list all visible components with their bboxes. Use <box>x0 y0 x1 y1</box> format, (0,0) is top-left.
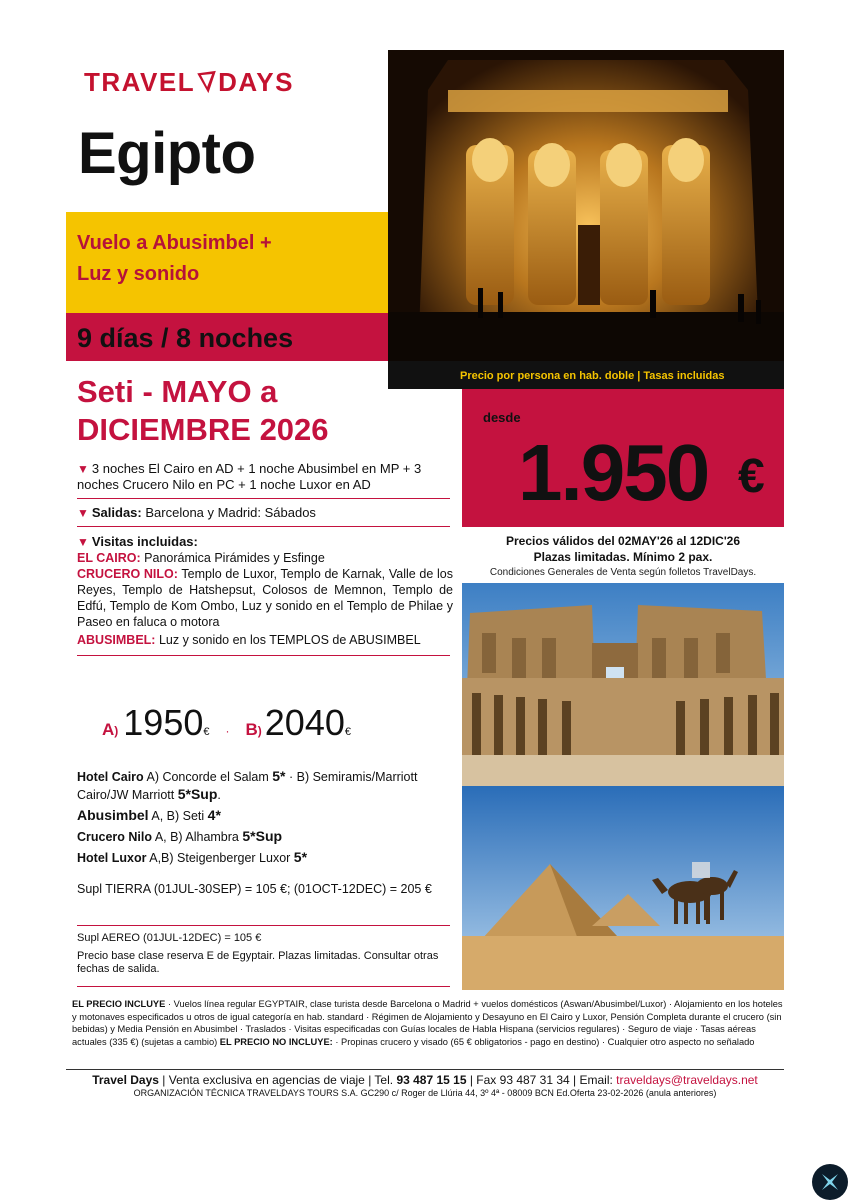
hotel-abusimbel <box>77 807 452 825</box>
fine-print <box>72 998 785 1048</box>
subtitle-line-1: Seti - MAYO a <box>77 374 278 409</box>
abu-simbel-photo <box>388 50 784 361</box>
includes-text: · Vuelos línea regular EGYPTAIR, clase turista desde Barcelona o Madrid + vuelos domésticos (Aswan/Abusimbel/Luxor) · Alojamiento en los hoteles y motonaves especificados u otros de igual categoría en hab. standard · Régimen de Alojamiento y Desayuno en El Cairo y Luxor, Pensión Completa durante el crucero (sin bebidas) y Media Pensión en Abusimbel · Traslados · Visitas especificadas con Guías locales de Habla Hispana (servicios regulares) · Seguro de viaje · Tasas aéreas actuales (335 €) (sujetas a cambio) <box>72 999 783 1047</box>
land-supplement: Supl TIERRA (01JUL-30SEP) = 105 €; (01OCT-12DEC) = 205 € <box>77 882 432 896</box>
price-conditions-strip: Precio por persona en hab. doble | Tasas incluidas <box>388 361 784 389</box>
departures-value: Barcelona y Madrid: Sábados <box>145 505 316 520</box>
divider <box>77 655 450 656</box>
itinerary-nights <box>77 461 452 493</box>
divider <box>77 986 450 987</box>
footer-tagline: | Venta exclusiva en agencias de viaje | Tel. <box>158 1073 397 1087</box>
hotel-name: A, B) Alhambra <box>154 830 239 844</box>
option-b-label: B <box>245 720 258 739</box>
validity-note <box>462 533 784 565</box>
hotel-name: A) Concorde el Salam <box>146 770 269 784</box>
includes-label: EL PRECIO INCLUYE <box>72 999 166 1009</box>
triangle-down-icon: ▼ <box>77 462 89 476</box>
included-visits <box>77 534 453 648</box>
triangle-down-icon: ▼ <box>77 506 89 520</box>
hotel-label: Abusimbel <box>77 807 149 823</box>
triangle-down-icon: ▼ <box>77 535 89 549</box>
option-prices <box>102 702 351 744</box>
divider <box>77 526 450 527</box>
option-a-currency: € <box>203 726 210 738</box>
price-box <box>462 389 784 527</box>
visit-cruise <box>77 566 453 630</box>
plane-swoosh-icon <box>196 62 217 102</box>
option-b-price: 2040 <box>264 702 345 743</box>
hotel-category: 5* <box>293 849 308 865</box>
sales-conditions: Condiciones Generales de Venta según folletos TravelDays. <box>489 567 757 578</box>
base-fare-note: Precio base clase reserva E de Egyptair. Plazas limitadas. Consultar otras fechas de salida. <box>77 950 439 975</box>
hotel-category: 5*Sup <box>242 828 283 844</box>
hotel-cruise <box>77 828 452 846</box>
visits-label: Visitas incluidas: <box>91 534 198 549</box>
hotel-category: 5*Sup <box>177 786 218 802</box>
traveldays-logo <box>84 60 294 104</box>
footer-email-link[interactable]: traveldays@traveldays.net <box>616 1073 758 1087</box>
hotel-category: 4* <box>207 807 221 823</box>
hotel-name: A,B) Steigenberger Luxor <box>149 851 291 865</box>
validity-limits: Plazas limitadas. Mínimo 2 pax. <box>533 550 713 564</box>
logo-text-travel: TRAVEL <box>84 66 196 97</box>
hotel-name: · B) Semiramis/Marriott Cairo/JW Marriott <box>77 770 418 802</box>
visit-abusimbel <box>77 632 453 648</box>
air-supplement: Supl AEREO (01JUL-12DEC) = 105 € <box>77 932 262 944</box>
visit-place: EL CAIRO: <box>77 551 141 565</box>
option-b-currency: € <box>344 726 351 738</box>
option-a-paren: ) <box>114 724 119 738</box>
footer-legal: ORGANIZACIÓN TÉCNICA TRAVELDAYS TOURS S.A. GC290 c/ Roger de Llúria 44, 3º 4ª - 08009 BCN Ed.Oferta 23-02-2026 (anula anteriores) <box>133 1088 717 1098</box>
validity-dates: Precios válidos del 02MAY'26 al 12DIC'26 <box>505 534 741 548</box>
divider <box>77 498 450 499</box>
edfu-temple-photo <box>462 583 784 786</box>
price-amount: 1.950 <box>518 428 709 517</box>
duration-band: 9 días / 8 noches <box>66 313 388 361</box>
visit-place: CRUCERO NILO: <box>77 567 178 581</box>
subtitle-line-2: DICIEMBRE 2026 <box>77 412 329 447</box>
hotel-name: A, B) Seti <box>151 809 205 823</box>
footer-phone: 93 487 15 15 <box>396 1073 467 1087</box>
price-from-label: desde <box>483 410 521 425</box>
hotel-label: Crucero Nilo <box>77 830 153 844</box>
highlight-band <box>66 212 388 313</box>
visit-text: Templo de Luxor, Templo de Karnak, Valle de los Reyes, Templo de Hatshepsut, Colosos de Memnon, Templo de Edfú, Templo de Kom Ombo, Luz y sonido en el Templo de Philae y Paseo en faluca o motora <box>77 567 453 629</box>
footer-contact <box>66 1073 784 1087</box>
visit-text: Luz y sonido en los TEMPLOS de ABUSIMBEL <box>158 633 421 647</box>
trip-subtitle <box>77 373 447 449</box>
page-title: Egipto <box>78 121 256 186</box>
logo-text-days: DAYS <box>218 66 294 97</box>
visit-text: Panorámica Pirámides y Esfinge <box>144 551 325 565</box>
highlight-line-2: Luz y sonido <box>77 263 200 285</box>
option-a-price: 1950 <box>123 702 204 743</box>
price-currency: € <box>738 450 765 503</box>
hotel-category: 5* <box>272 768 286 784</box>
departures <box>77 505 452 521</box>
corner-app-icon[interactable] <box>812 1164 848 1200</box>
departures-label: Salidas: <box>91 505 142 520</box>
excludes-label: EL PRECIO NO INCLUYE: <box>219 1036 333 1047</box>
option-b-paren: ) <box>257 724 262 738</box>
option-a-label: A <box>102 720 115 739</box>
highlight-line-1: Vuelo a Abusimbel + <box>77 232 272 254</box>
footer-brand: Travel Days <box>92 1073 159 1087</box>
visit-place: ABUSIMBEL: <box>77 633 156 647</box>
hotel-cairo: Hotel Cairo A) Concorde el Salam 5* · B) Semiramis/Marriott Cairo/JW Marriott 5*Sup. <box>77 768 418 802</box>
visit-cairo <box>77 550 453 566</box>
hotel-luxor <box>77 849 452 867</box>
pyramids-camel-photo <box>462 786 784 990</box>
hotel-label: Hotel Luxor <box>77 851 147 865</box>
hotels-list <box>77 768 452 867</box>
footer-fax: | Fax 93 487 31 34 | Email: <box>466 1073 617 1087</box>
divider <box>77 925 450 926</box>
nights-text: 3 noches El Cairo en AD + 1 noche Abusimbel en MP + 3 noches Crucero Nilo en PC + 1 noche Luxor en AD <box>77 461 422 492</box>
option-separator: · <box>225 724 230 738</box>
excludes-text: · Propinas crucero y visado (65 € obligatorios - pago en destino) · Cualquier otro aspecto no señalado <box>332 1036 755 1047</box>
hotel-label: Hotel Cairo <box>77 770 144 784</box>
footer-divider <box>66 1069 784 1070</box>
